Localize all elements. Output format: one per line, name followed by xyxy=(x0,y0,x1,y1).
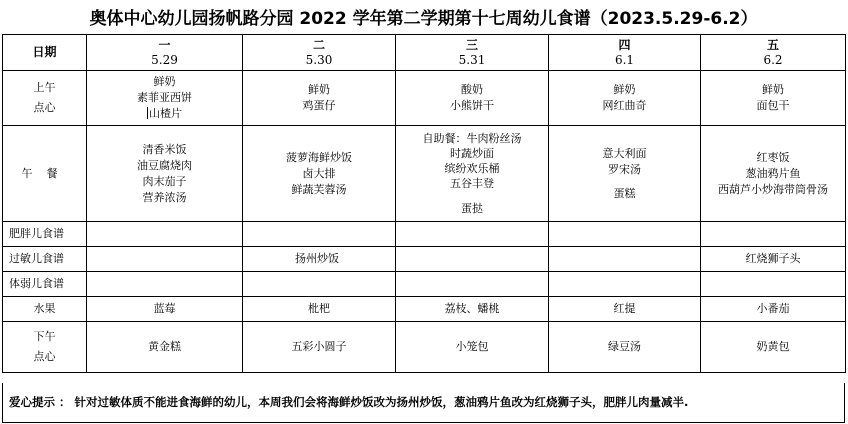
obese-menu-row xyxy=(3,222,846,247)
allergy-menu-row xyxy=(3,247,846,272)
lunch-wed: 自助餐：牛肉粉丝汤 时蔬炒面 缤纷欢乐桶 五谷丰登 蛋挞 xyxy=(396,126,549,222)
obese-wed xyxy=(396,222,549,247)
text-cursor xyxy=(147,107,148,119)
fruit-wed: 荔枝、蟠桃 xyxy=(396,297,549,322)
header-row xyxy=(3,35,846,71)
menu-page xyxy=(2,0,845,423)
morning-snack-fri: 鲜奶 面包干 xyxy=(701,71,846,126)
weekly-menu-table xyxy=(2,34,846,373)
fruit-thu: 红提 xyxy=(549,297,701,322)
lunch-mon: 清香米饭 油豆腐烧肉 肉末茄子 营养浓汤 xyxy=(87,126,243,222)
allergy-thu xyxy=(549,247,701,272)
afternoon-snack-thu: 绿豆汤 xyxy=(549,322,701,373)
weak-menu-row xyxy=(3,272,846,297)
fruit-tue: 枇杷 xyxy=(243,297,396,322)
day-header-tue: 二 5.30 xyxy=(243,35,396,71)
afternoon-snack-fri: 奶黄包 xyxy=(701,322,846,373)
morning-snack-label: 上午 点心 xyxy=(3,71,87,126)
page-title: 奥体中心幼儿园扬帆路分园 2022 学年第二学期第十七周幼儿食谱（2023.5.29-6.2） xyxy=(89,9,758,29)
date-header-label: 日期 xyxy=(3,35,87,71)
weak-menu-label: 体弱儿食谱 xyxy=(3,272,87,297)
afternoon-snack-label: 下午 点心 xyxy=(3,322,87,373)
fruit-fri: 小番茄 xyxy=(701,297,846,322)
weak-wed xyxy=(396,272,549,297)
weak-mon xyxy=(87,272,243,297)
morning-snack-mon: 鲜奶 素菲亚西饼 山楂片 xyxy=(87,71,243,126)
fruit-row xyxy=(3,297,846,322)
weak-thu xyxy=(549,272,701,297)
afternoon-snack-row xyxy=(3,322,846,373)
morning-snack-wed: 酸奶 小熊饼干 xyxy=(396,71,549,126)
fruit-mon: 蓝莓 xyxy=(87,297,243,322)
lunch-fri: 红枣饭 葱油鸦片鱼 西葫芦小炒海带筒骨汤 xyxy=(701,126,846,222)
weak-fri xyxy=(701,272,846,297)
lunch-label: 午餐 xyxy=(3,126,87,222)
obese-thu xyxy=(549,222,701,247)
lunch-thu: 意大利面 罗宋汤 蛋糕 xyxy=(549,126,701,222)
day-header-fri: 五 6.2 xyxy=(701,35,846,71)
lunch-tue: 菠萝海鲜炒饭 卤大排 鲜蔬芙蓉汤 xyxy=(243,126,396,222)
allergy-fri: 红烧狮子头 xyxy=(701,247,846,272)
afternoon-snack-mon: 黄金糕 xyxy=(87,322,243,373)
weak-tue xyxy=(243,272,396,297)
care-tip: 爱心提示 ： 针对过敏体质不能进食海鲜的幼儿，本周我们会将海鲜炒饭改为扬州炒饭，葱油鸦片鱼改为红烧狮子头，肥胖儿肉量减半. xyxy=(2,383,845,423)
obese-menu-label: 肥胖儿食谱 xyxy=(3,222,87,247)
allergy-tue: 扬州炒饭 xyxy=(243,247,396,272)
obese-mon xyxy=(87,222,243,247)
morning-snack-thu: 鲜奶 网红曲奇 xyxy=(549,71,701,126)
allergy-mon xyxy=(87,247,243,272)
afternoon-snack-tue: 五彩小圆子 xyxy=(243,322,396,373)
allergy-menu-label: 过敏儿食谱 xyxy=(3,247,87,272)
obese-tue xyxy=(243,222,396,247)
afternoon-snack-wed: 小笼包 xyxy=(396,322,549,373)
day-header-thu: 四 6.1 xyxy=(549,35,701,71)
obese-fri xyxy=(701,222,846,247)
morning-snack-row xyxy=(3,71,846,126)
day-header-mon: 一 5.29 xyxy=(87,35,243,71)
lunch-row xyxy=(3,126,846,222)
day-header-wed: 三 5.31 xyxy=(396,35,549,71)
allergy-wed xyxy=(396,247,549,272)
fruit-label: 水果 xyxy=(3,297,87,322)
morning-snack-tue: 鲜奶 鸡蛋仔 xyxy=(243,71,396,126)
